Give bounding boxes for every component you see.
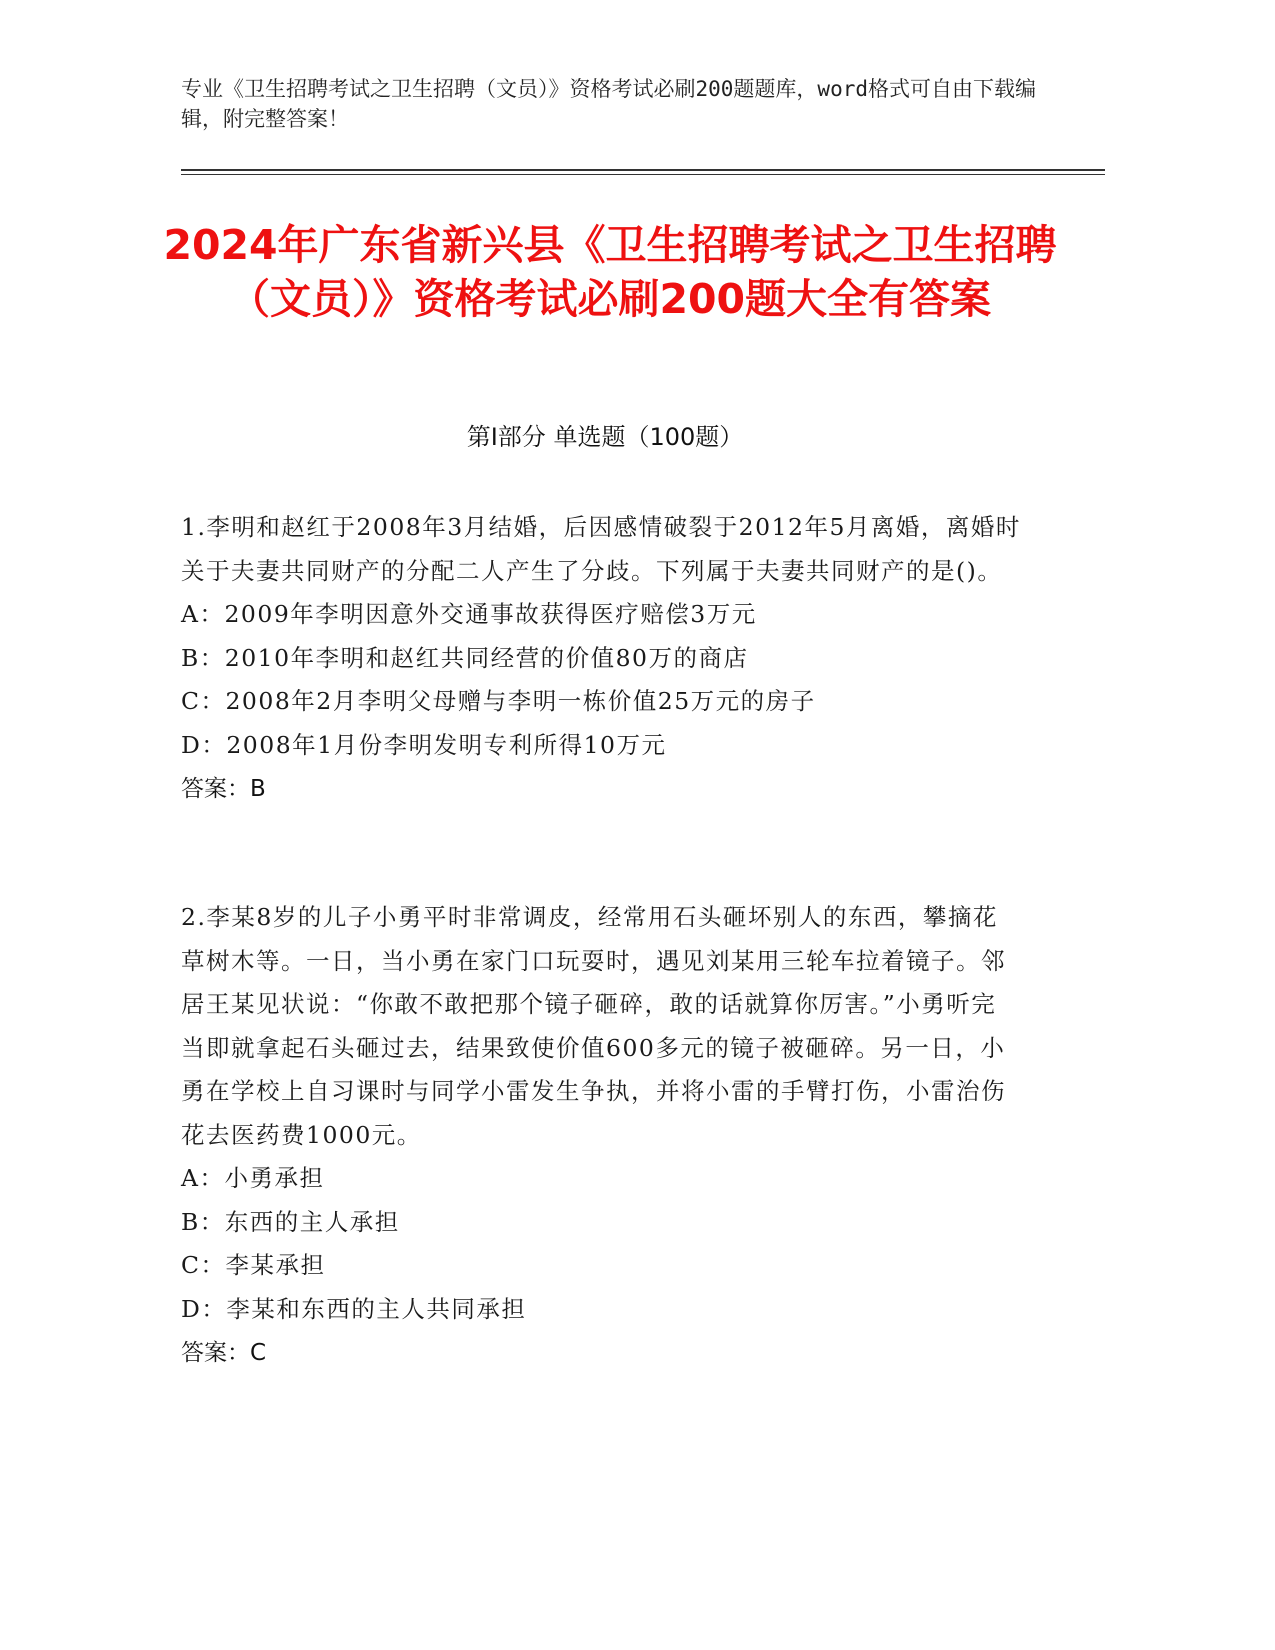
- option-c: C：2008年2月李明父母赠与李明一栋价值25万元的房子: [181, 687, 816, 715]
- header-divider-thick: [181, 169, 1105, 171]
- answer-line: 答案：C: [181, 1340, 267, 1366]
- option-b: B：2010年李明和赵红共同经营的价值80万的商店: [181, 643, 749, 672]
- question-2: [181, 896, 1021, 1375]
- option-a: A：小勇承担: [181, 1164, 325, 1192]
- section-heading: 第Ⅰ部分 单选题（100题）: [466, 423, 744, 451]
- header-divider-thin: [181, 174, 1105, 175]
- header-note: 专业《卫生招聘考试之卫生招聘（文员）》资格考试必刷200题题库，word格式可自由下载编辑，附完整答案！: [181, 77, 1036, 131]
- question-stem: 1.李明和赵红于2008年3月结婚，后因感情破裂于2012年5月离婚，离婚时关于夫妻共同财产的分配二人产生了分歧。下列属于夫妻共同财产的是()。: [181, 513, 1021, 585]
- option-c: C：李某承担: [181, 1251, 326, 1279]
- document-title: 2024年广东省新兴县《卫生招聘考试之卫生招聘（文员）》资格考试必刷200题大全有答案: [163, 221, 1057, 323]
- question-1: [181, 506, 1021, 811]
- option-b: B：东西的主人承担: [181, 1207, 400, 1236]
- option-d: D：李某和东西的主人共同承担: [181, 1294, 527, 1323]
- question-stem: 2.李某8岁的儿子小勇平时非常调皮，经常用石头砸坏别人的东西，攀摘花草树木等。一日，当小勇在家门口玩耍时，遇见刘某用三轮车拉着镜子。邻居王某见状说：“你敢不敢把那个镜子砸碎，敢的话就算你厉害。”小勇听完当即就拿起石头砸过去，结果致使价值600多元的镜子被砸碎。另一日，小勇在学校上自习课时与同学小雷发生争执，并将小雷的手臂打伤，小雷治伤花去医药费1000元。: [181, 903, 1006, 1149]
- option-a: A：2009年李明因意外交通事故获得医疗赔偿3万元: [181, 600, 757, 628]
- option-d: D：2008年1月份李明发明专利所得10万元: [181, 730, 667, 759]
- answer-line: 答案：B: [181, 776, 266, 802]
